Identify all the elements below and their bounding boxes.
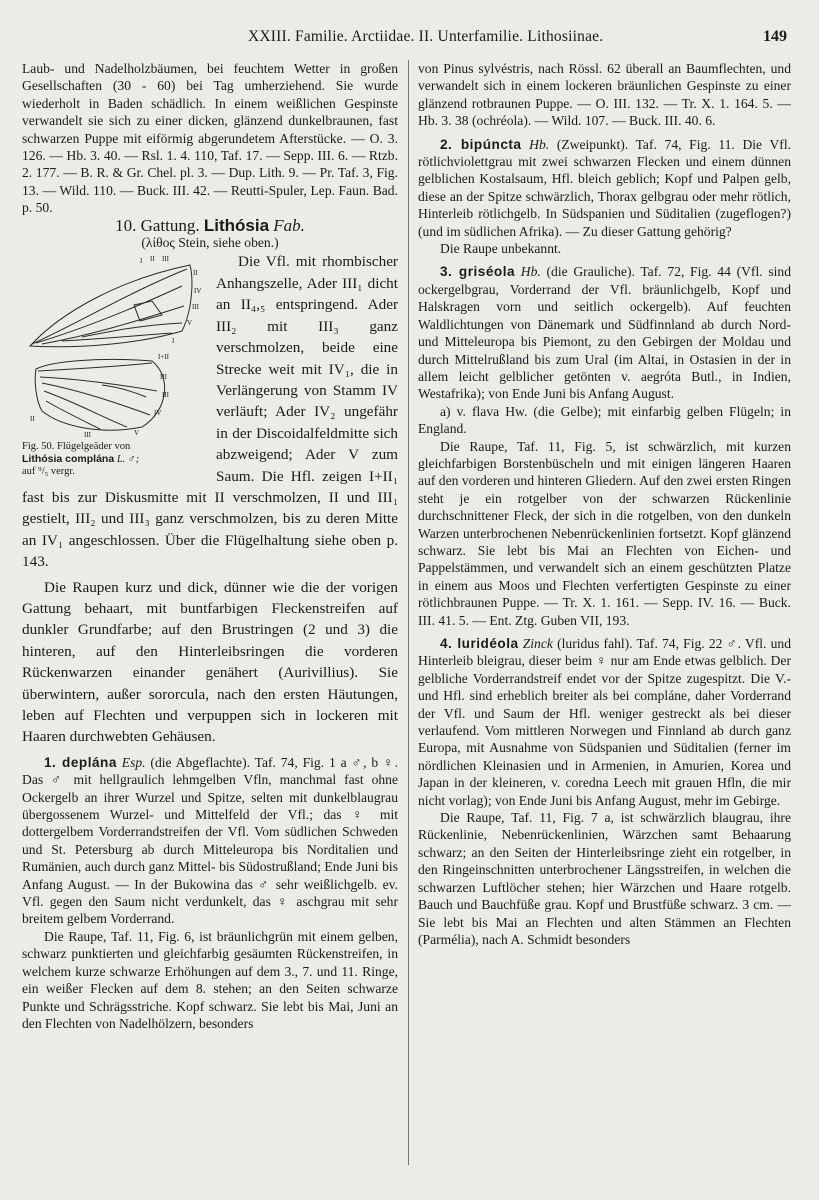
larva-description: Die Raupe, Taf. 11, Fig. 6, ist bräunlichgrün mit einem gelben, schwarz punktierten und gleichfarbig gesäumten Rückenstreifen, in welchem kurze schwarze Erhöhungen auf dem 3., 7. und 11. Ringe, ein weißer Flecken auf dem 8. stehen; an den Seiten schwarze Punkte und Schrägsstriche. Kopf schwarz. Sie lebt bis Mai, Juni an den Flechten von Nadelhölzern, besonders (22, 928, 398, 1031)
larvae-paragraph: Die Raupen kurz und dick, dünner wie die der vorigen Gattung behaart, mit buntfarbigen Fleckenstreifen auf dunkler Grundfarbe; auf den Brustringen (2 und 3) die hinteren, auf den Hinterleibsringen die vorderen Rückenwarzen einander genähert (Aurivillius). Sie überwintern, außer sororcula, nach den ersten Häutungen, leben auf Flechten und verpuppen sich in lockeren mit Haaren durchwebten Gehäusen. (22, 578, 398, 746)
species-description: (luridus fahl). Taf. 74, Fig. 22 ♂. Vfl. und Hinterleib bleigrau, dieser beim ♀ nur am Ende etwas gelblich. Der gelbliche Vorderrandstreif endet vor der Spitze zugespitzt. Die V.- und Hfl. sind erheblich breiter als bei compláne, daher Vorderrand der Vfl. und Saum der Hfl. weniger gestreckt als bei dieser verlaufend. Vom mittleren Norwegen und Finnland ab durch ganz Europa, mit Ausnahme von Südspanien und Süditalien (ferner im nördlichen Kleinasien und in Armenien, in Amurien, Korea und Japan in der kleineren, v. coredna Leech mit grauen Hfln, die mir nicht vorlag); von Ende Juni bis Anfang August, mehr im Gebirge. (418, 636, 791, 808)
species-description: (Zweipunkt). Taf. 74, Fig. 11. Die Vfl. rötlichviolettgrau mit zwei schwarzen Flecken und einem dünnen gelblichen Kostalsaum, Hfl. bleich geblich; Kopf und Palpen gelb, diese an der Spitze schwärzlich, Thorax gelbgrau oder mehr rötlich, Hinterleib rötlichgelb. In Südspanien und Süditalien (zugeflogen?) (und im südlichen Afrika). — Zu dieser Gattung gehörig? (418, 136, 792, 239)
wing-venation-figure (22, 251, 210, 481)
wing-venation-drawing (22, 251, 210, 439)
species-author: Zinck (522, 636, 553, 651)
caption-number: Fig. 50. Flügelgeäder von (22, 441, 131, 453)
vein-label: I+II (158, 353, 169, 362)
venation-paragraph: Die Vfl. mit rhombischer Anhangszelle, Ader III₁ dicht an II₄,₅ entspringend. Ader III₂ mit III₃ ganz verschmolzen, beide eine Strecke weit mit IV₁, die in Verlängerung von Stamm IV verläuft; Ader IV₂ ungefähr in der Discoidalfeldmitte sich abzweigend; Ader V zum Saum. Die Hfl. zeigen I+II₁ fast bis zur Diskusmitte mit II verschmolzen, II und III₁ gestielt, III₂ und III₃ ganz verschmolzen, bis zu deren Mitte an IV₁ angeschlossen. Über die Flügelhaltung siehe oben p. 143. (22, 253, 398, 571)
genus-etymology: (λίθος Stein, siehe oben.) (141, 235, 279, 251)
larva-description: Die Raupe, Taf. 11, Fig. 7 a, ist schwärzlich blaugrau, ihre Rückenlinie, Nebenrückenlinien, Wärzchen samt Behaarung schwarz; an den Seiten der Hinterleibsringe zieht ein rotgelber, in den Ringeinschnitten unterbrochener Längsstreifen, in welchen die schwarzen Luftlöcher stehen; hier Wärzchen und Haare rotgelb. Bauch und Bauchfüße grau. Kopf und Brustfüße schwarz. 3 cm. — Sie lebt bis Mai an Flechten und alten Stämmen an Flechten (Parmélia), nach A. Schmidt besonders (418, 810, 791, 947)
vein-label: I (140, 257, 143, 266)
vein-label: IV (154, 409, 162, 418)
species-description: (die Grauliche). Taf. 72, Fig. 44 (Vfl. sind ockergelbgrau, Vorderrand der Vfl. bräunlichgelb, Kopf und Halskragen vorn und seitlich ockergelb). Auf feuchten Waldlichtungen von Dänemark und Südfinnland ab durch Nord- und Mitteleuropa bis Piemont, zu den Gebirgen der Moldau und durch Mittelrußland bis zum Ural (im Altai, in Ostasien in der in allem leicht gelblicher getönten v. aegróta Butl., in Indien, Westafrika); von Ende Juni bis Anfang August. (418, 264, 792, 402)
species-entry-griseola (418, 263, 791, 402)
species-author: Esp. (121, 754, 146, 770)
vein-label: I (172, 337, 175, 346)
caption-species: Lithósia complána (22, 453, 115, 466)
right-column (418, 60, 791, 948)
larva-description: Die Raupe, Taf. 11, Fig. 5, ist schwärzlich, mit kurzen gleichfarbigen Borstenbüscheln und mit einigen längeren Haaren auf den vorderen und hinteren Gliedern. Auf den zwei ersten Ringen steht je ein rotgelber von der schwarzen Rückenlinie durchschnittener Fleck, der sich in die rotgelben, von den dunkeln Warzen unterbrochenen Nebenrückenlinien fortsetzt. Kopf glänzend schwarz. Sie lebt bis Mai an Flechten von Eichen- und Pappelstämmen, und verwandelt sich an einem geschützten Platze in einem aus Moos und Flechten verfertigten Gespinste zu einer rötlichbraunen Puppe. — Tr. X. 1. 161. — Sepp. IV. 16. — Buck. III. 41. 5. — Ent. Ztg. Guben VII, 193. (418, 438, 791, 628)
vein-label: III (84, 431, 91, 440)
species-name: 1. deplána (44, 754, 117, 770)
header-title: XXIII. Familie. Arctiidae. II. Unterfamilie. Lithosiinae. (248, 28, 604, 45)
variety-flava: a) v. flava Hw. (die Gelbe); mit einfarbig gelben Flügeln; in England. (418, 403, 791, 437)
species-entry-lurideola (418, 635, 791, 809)
species-description: (die Abgeflachte). Taf. 74, Fig. 1 a ♂, b ♀. Das ♂ mit hellgraulich lehmgelben Vfln, manchmal fast ohne Ockergelb an ihrer Wurzel und Spitze, selten mit dunkelblaugrau übergossenem Wurzel- und Mittelfeld der Vfl.; das ♀ mit dottergelbem Vorderrandstreifen der Vfl. Vom südlichen Schweden und St. Petersburg ab durch Mitteleuropa bis Norditalien und Rumänien, auch durch ganz Mittel- bis Südostrußland; Ende Juni bis Anfang August. — In der Bukowina das ♂ sehr weißlichgelb. ev. Vfl. gegen den Saum nicht verdunkelt, das ♀ aschgrau mit sehr breitem gelbem Vorderrand. (22, 754, 398, 927)
species-entry-deplana (22, 754, 398, 928)
species-author: Hb. (529, 136, 550, 152)
species-name: 2. bipúncta (440, 136, 522, 152)
vein-label: III (192, 303, 199, 312)
species-name: 4. luridéola (440, 636, 519, 651)
vein-label: III (162, 391, 169, 400)
continuation-paragraph: Laub- und Nadelholzbäumen, bei feuchtem Wetter in großen Gesellschaften (30 - 60) bei Tag umherziehend. Sie wurde wiederholt in Baden schädlich. In einem weißlichen Gespinste verwandelt sie sich zu einer dicken, glänzend dunkelbraunen, fast schwarzen Puppe mit eiförmig abgerundetem Afterstücke. — O. 3. 126. — Hb. 3. 40. — Rsl. 1. 4. 110, Taf. 17. — Sepp. III. 6. — Rtzb. 2. 177. — B. R. & Gr. Chel. pl. 3. — Dup. Lith. 9. — Pr. Taf. 3, Fig. 13. — Wild. 110. — Buck. III. 42. — Reutti-Spuler, Lep. Faun. Bad. p. 50. (22, 61, 398, 216)
genus-number: 10. Gattung. (115, 215, 200, 235)
vein-label: II (193, 269, 198, 278)
caption-scale: auf ⁹/₅ vergr. (22, 466, 75, 478)
species-entry-bipuncta (418, 136, 791, 240)
continuation-paragraph: von Pinus sylvéstris, nach Rössl. 62 überall an Baumflechten, und verwandelt sich in einem lockeren bräunlichen Gespinste zu einer glänzend rotbraunen Puppe. — O. III. 132. — Tr. X. 1. 164. 5. — Hb. 3. 38 (ochréola). — Wild. 107. — Buck. III. 40. 6. (418, 61, 791, 129)
running-header (0, 28, 819, 52)
column-divider (408, 60, 409, 1165)
genus-name: Lithósia (203, 215, 270, 235)
vein-label: III (162, 255, 169, 264)
species-name: 3. griséola (440, 264, 516, 280)
vein-label: II (150, 255, 155, 264)
left-column (22, 60, 398, 1032)
page-number: 149 (763, 28, 787, 45)
larva-description: Die Raupe unbekannt. (440, 241, 562, 257)
vein-label: III (160, 373, 167, 382)
vein-label: II (30, 415, 35, 424)
caption-author: L. ♂; (116, 454, 140, 466)
genus-heading (22, 217, 398, 234)
vein-label: V (134, 429, 140, 438)
genus-author: Fab. (273, 215, 305, 235)
species-author: Hb. (520, 264, 541, 280)
vein-label: IV (194, 287, 202, 296)
vein-label: V (187, 319, 193, 328)
figure-caption (22, 441, 210, 478)
